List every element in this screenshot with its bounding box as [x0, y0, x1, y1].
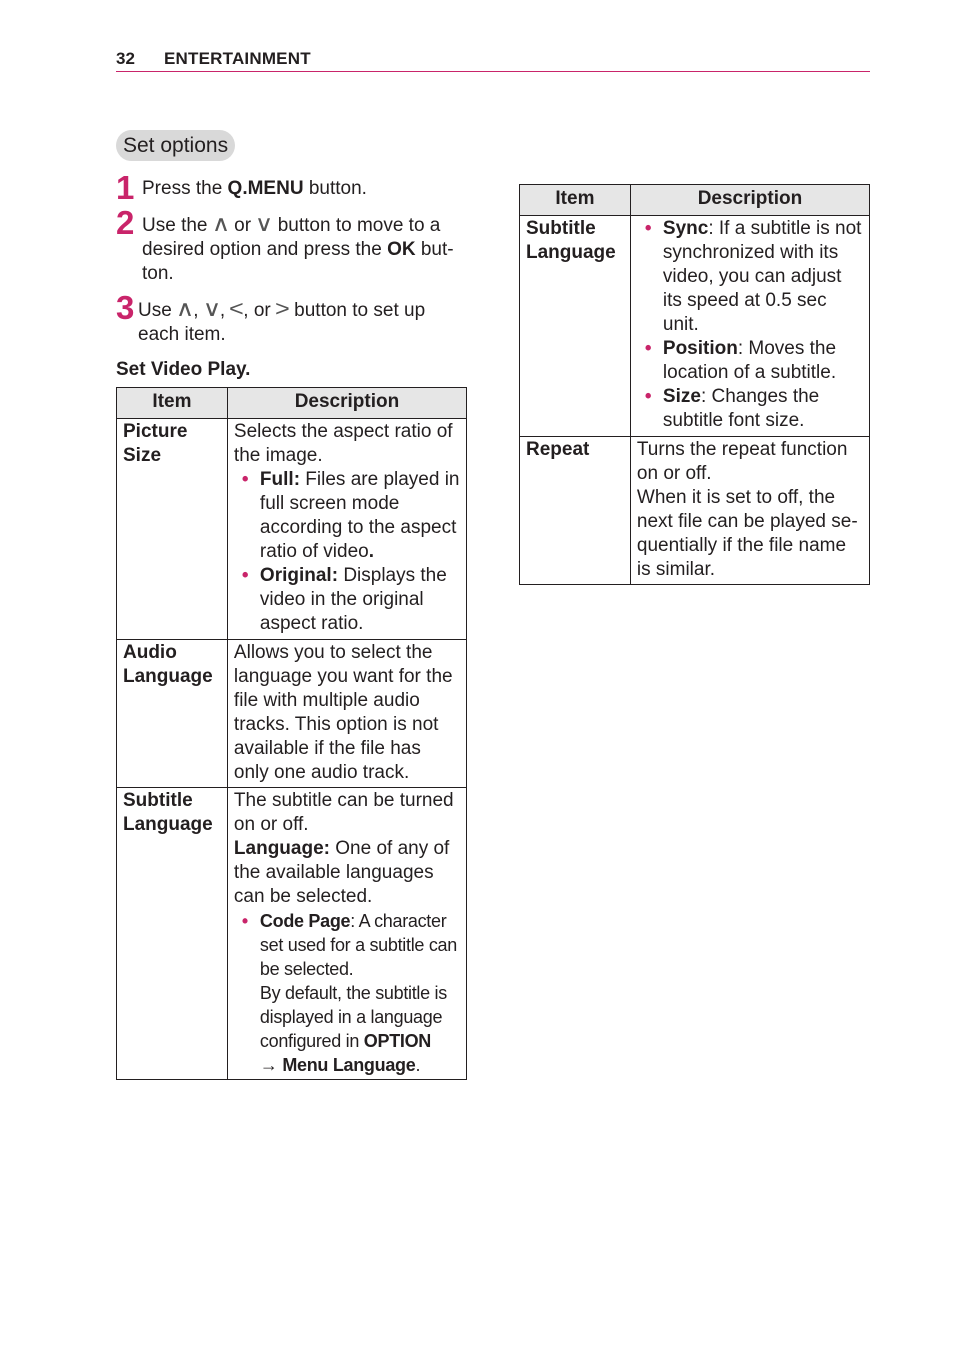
- description-cell: Allows you to select the language you want for the file with multiple audio tracks. This option is not available if the file has only one audio track.: [227, 640, 466, 788]
- table-row: [520, 216, 870, 437]
- video-options-table: [116, 387, 467, 1080]
- table-row: [117, 640, 467, 788]
- down-arrow-icon: ∨: [202, 296, 222, 321]
- item-cell: Audio Language: [117, 640, 228, 788]
- list-item: • Position: Moves the location of a subtitle.: [637, 337, 863, 385]
- table-header-row: [117, 388, 467, 419]
- description-column-header: Description: [630, 185, 869, 216]
- item-cell: Subtitle Language: [520, 216, 631, 437]
- set-video-play-heading: Set Video Play.: [116, 359, 251, 380]
- list-item: • Sync: If a subtitle is not synchronized with its video, you can adjust its speed at 0.5 sec unit.: [637, 217, 863, 337]
- table-row: [520, 437, 870, 585]
- item-column-header: Item: [117, 388, 228, 419]
- subtitle-options-table: [519, 184, 870, 585]
- description-cell: [630, 216, 869, 437]
- up-arrow-icon: ∧: [211, 211, 231, 236]
- list-item: • Full: Files are played in full screen mode according to the aspect ratio of video.: [234, 468, 460, 564]
- section-title: ENTERTAINMENT: [164, 49, 311, 68]
- description-column-header: Description: [227, 388, 466, 419]
- step-number: 2: [116, 204, 135, 241]
- up-arrow-icon: ∧: [175, 296, 195, 321]
- item-cell: Repeat: [520, 437, 631, 585]
- item-column-header: Item: [520, 185, 631, 216]
- description-cell: Selects the aspect ratio of the image. • Full: Files are played in full screen mode according to the aspect ratio of video. • Original: Displays the video in the original aspect ratio.: [227, 419, 466, 640]
- list-item: • Original: Displays the video in the original aspect ratio.: [234, 564, 460, 636]
- step-number: 1: [116, 169, 135, 206]
- step-text: Use the ∧ or ∨ button to move to a desired option and press the OK but-ton.: [142, 211, 454, 284]
- table-header-row: [520, 185, 870, 216]
- step-text: Use ∧, ∨, <, or > button to set up each item.: [138, 296, 426, 345]
- set-options-heading: Set options: [116, 130, 235, 161]
- left-arrow-icon: <: [229, 296, 245, 321]
- item-cell: Picture Size: [117, 419, 228, 640]
- item-cell: Subtitle Language: [117, 788, 228, 1080]
- page-header: [116, 47, 870, 72]
- page-number: 32: [116, 49, 135, 68]
- right-arrow-icon: >: [275, 296, 290, 321]
- description-cell: The subtitle can be turned on or off. Language: One of any of the available languages can be selected. • Code Page: A character set used for a subtitle can be selected. By default, the subtitle is displayed in a language configured in OPTION → Menu Language.: [227, 788, 466, 1080]
- table-row: [117, 419, 467, 640]
- down-arrow-icon: ∨: [255, 211, 274, 236]
- list-item: • Size: Changes the subtitle font size.: [637, 385, 863, 433]
- step-text: Press the Q.MENU button.: [142, 178, 367, 199]
- step-number: 3: [116, 289, 135, 326]
- list-item: • Code Page: A character set used for a subtitle can be selected. By default, the subtitle is displayed in a language configured in OPTION → Menu Language.: [234, 909, 460, 1077]
- table-row: [117, 788, 467, 1080]
- description-cell: Turns the repeat function on or off. When it is set to off, the next file can be played se-quentially if the file name is similar.: [630, 437, 869, 585]
